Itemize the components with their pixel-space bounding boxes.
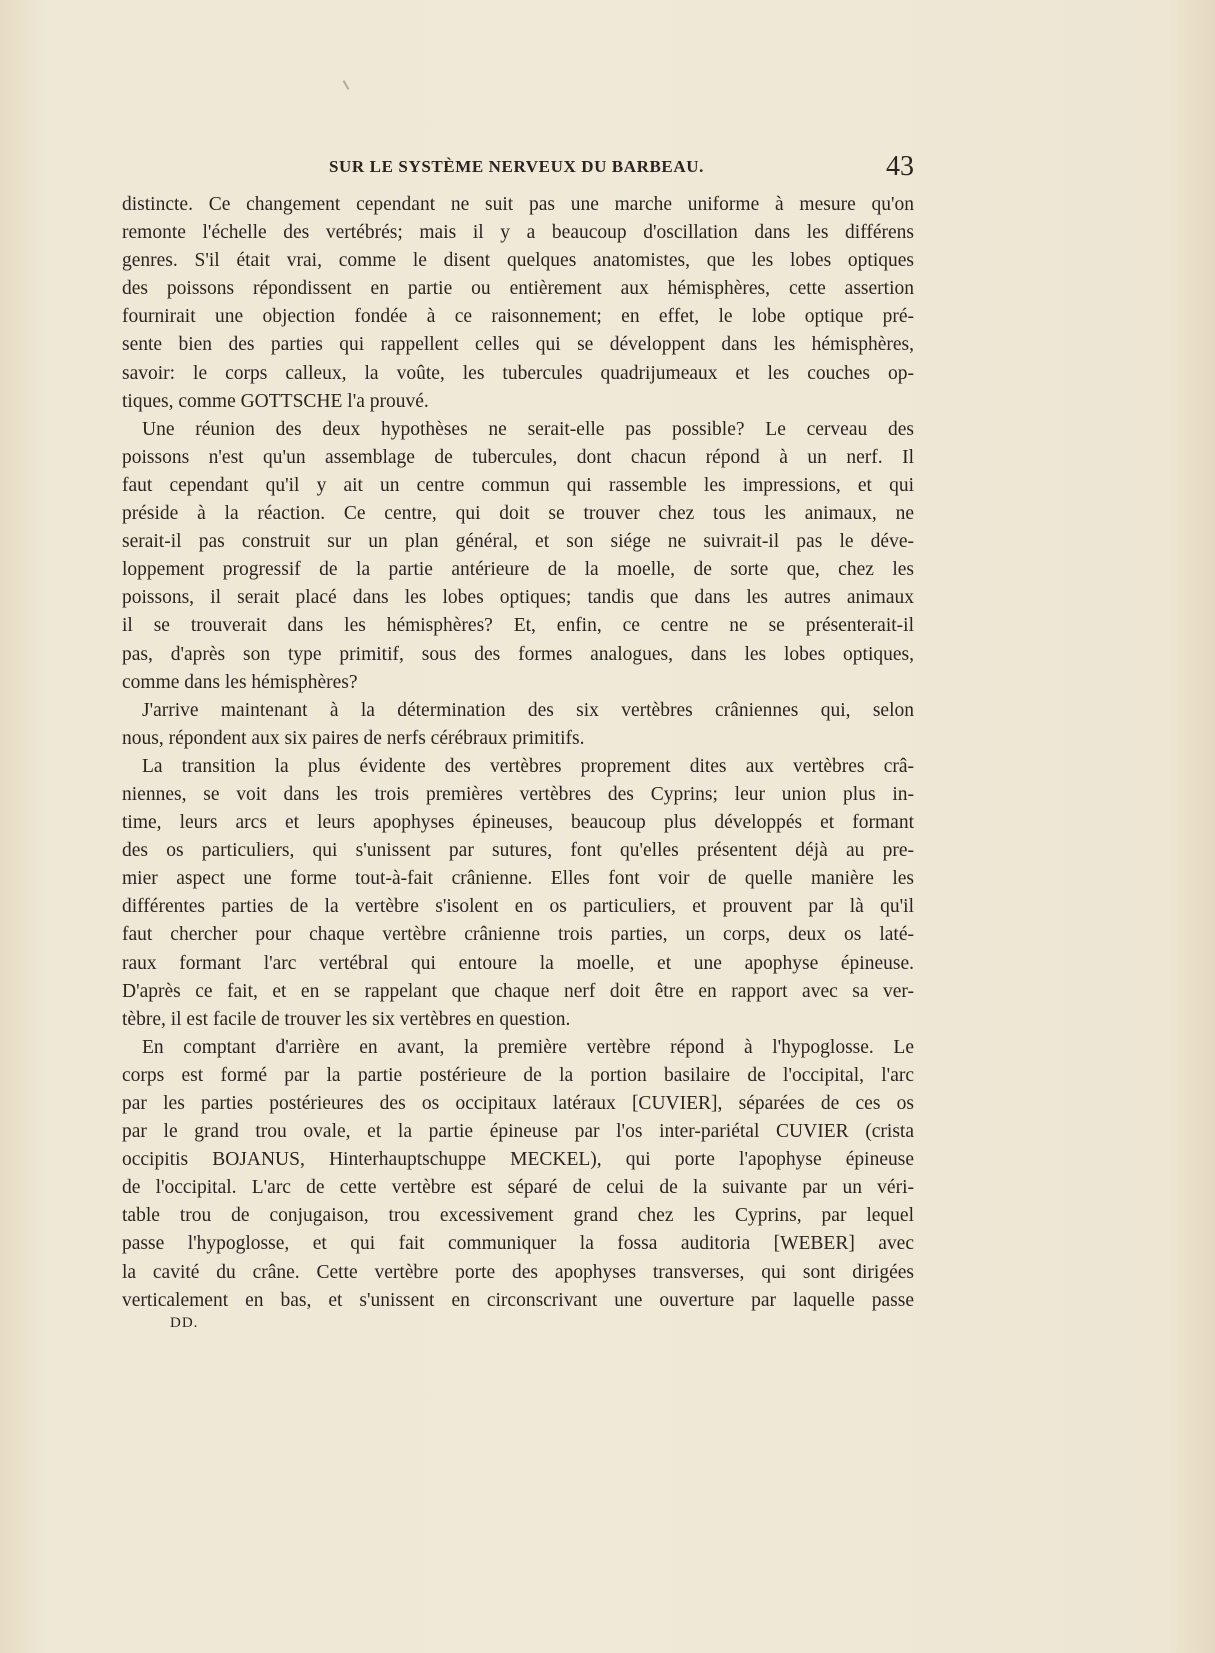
text-line: faut cependant qu'il y ait un centre commun qui rassemble les impressions, et qui — [122, 474, 914, 496]
page-header — [122, 151, 914, 187]
paper-mark — [343, 80, 350, 90]
text-line: poissons n'est qu'un assemblage de tubercules, dont chacun répond à un nerf. Il — [122, 446, 914, 468]
text-line: des os particuliers, qui s'unissent par sutures, font qu'elles présentent déjà au pre- — [122, 840, 914, 862]
text-line: par le grand trou ovale, et la partie épineuse par l'os inter-pariétal CUVIER (crista — [122, 1121, 914, 1143]
text-line: de l'occipital. L'arc de cette vertèbre est séparé de celui de la suivante par un véri- — [122, 1177, 914, 1199]
text-line: il se trouverait dans les hémisphères? Et, enfin, ce centre ne se présenterait-il — [122, 615, 914, 637]
text-line: savoir: le corps calleux, la voûte, les tubercules quadrijumeaux et les couches op- — [122, 362, 914, 384]
text-line: loppement progressif de la partie antérieure de la moelle, de sorte que, chez les — [122, 559, 914, 581]
text-line: genres. S'il était vrai, comme le disent quelques anatomistes, que les lobes optiques — [122, 250, 914, 272]
page-number: 43 — [886, 151, 914, 182]
text-line: En comptant d'arrière en avant, la première vertèbre répond à l'hypoglosse. Le — [142, 1036, 914, 1058]
text-line: pas, d'après son type primitif, sous des formes analogues, dans les lobes optiques, — [122, 643, 914, 665]
text-line: différentes parties de la vertèbre s'isolent en os particuliers, et prouvent par là qu'il — [122, 896, 914, 918]
text-line: remonte l'échelle des vertébrés; mais il y a beaucoup d'oscillation dans les différens — [122, 222, 914, 244]
text-line: faut chercher pour chaque vertèbre crânienne trois parties, un corps, deux os laté- — [122, 924, 914, 946]
text-line: nous, répondent aux six paires de nerfs cérébraux primitifs. — [122, 727, 585, 749]
text-line: J'arrive maintenant à la détermination des six vertèbres crâniennes qui, selon — [142, 699, 914, 721]
text-line: préside à la réaction. Ce centre, qui doit se trouver chez tous les animaux, ne — [122, 503, 914, 525]
text-line: table trou de conjugaison, trou excessivement grand chez les Cyprins, par lequel — [122, 1205, 914, 1227]
signature-mark: DD. — [170, 1315, 199, 1331]
text-line: tèbre, il est facile de trouver les six vertèbres en question. — [122, 1008, 571, 1030]
running-title: SUR LE SYSTÈME NERVEUX DU BARBEAU. — [329, 157, 704, 176]
text-line: corps est formé par la partie postérieure de la portion basilaire de l'occipital, l'arc — [122, 1064, 914, 1086]
text-line: la cavité du crâne. Cette vertèbre porte des apophyses transverses, qui sont dirigées — [122, 1261, 914, 1283]
text-line: occipitis BOJANUS, Hinterhauptschuppe MECKEL), qui porte l'apophyse épineuse — [122, 1149, 914, 1171]
text-line: fournirait une objection fondée à ce raisonnement; en effet, le lobe optique pré- — [122, 306, 914, 328]
text-line: sente bien des parties qui rappellent celles qui se développent dans les hémisphères, — [122, 334, 914, 356]
text-line: mier aspect une forme tout-à-fait crânienne. Elles font voir de quelle manière les — [122, 868, 914, 890]
text-line: poissons, il serait placé dans les lobes optiques; tandis que dans les autres animaux — [122, 587, 914, 609]
text-line: par les parties postérieures des os occipitaux latéraux [CUVIER], séparées de ces os — [122, 1093, 914, 1114]
text-line: comme dans les hémisphères? — [122, 671, 358, 693]
text-line: verticalement en bas, et s'unissent en circonscrivant une ouverture par laquelle passe — [122, 1289, 914, 1311]
text-line: distincte. Ce changement cependant ne suit pas une marche uniforme à mesure qu'on — [122, 194, 914, 215]
text-line: niennes, se voit dans les trois premières vertèbres des Cyprins; leur union plus in- — [122, 783, 914, 805]
text-line: passe l'hypoglosse, et qui fait communiquer la fossa auditoria [WEBER] avec — [122, 1233, 914, 1255]
body-text — [122, 191, 914, 1315]
text-line: La transition la plus évidente des vertèbres proprement dites aux vertèbres crâ- — [142, 755, 914, 777]
text-line: time, leurs arcs et leurs apophyses épineuses, beaucoup plus développés et formant — [122, 812, 914, 834]
text-line: tiques, comme GOTTSCHE l'a prouvé. — [122, 390, 429, 412]
text-line: serait-il pas construit sur un plan général, et son siége ne suivrait-il pas le déve- — [122, 531, 914, 553]
text-line: raux formant l'arc vertébral qui entoure la moelle, et une apophyse épineuse. — [122, 952, 914, 974]
text-line: des poissons répondissent en partie ou entièrement aux hémisphères, cette assertion — [122, 278, 914, 300]
text-line: D'après ce fait, et en se rappelant que chaque nerf doit être en rapport avec sa ver- — [122, 980, 914, 1002]
text-line: Une réunion des deux hypothèses ne serait-elle pas possible? Le cerveau des — [142, 418, 914, 440]
